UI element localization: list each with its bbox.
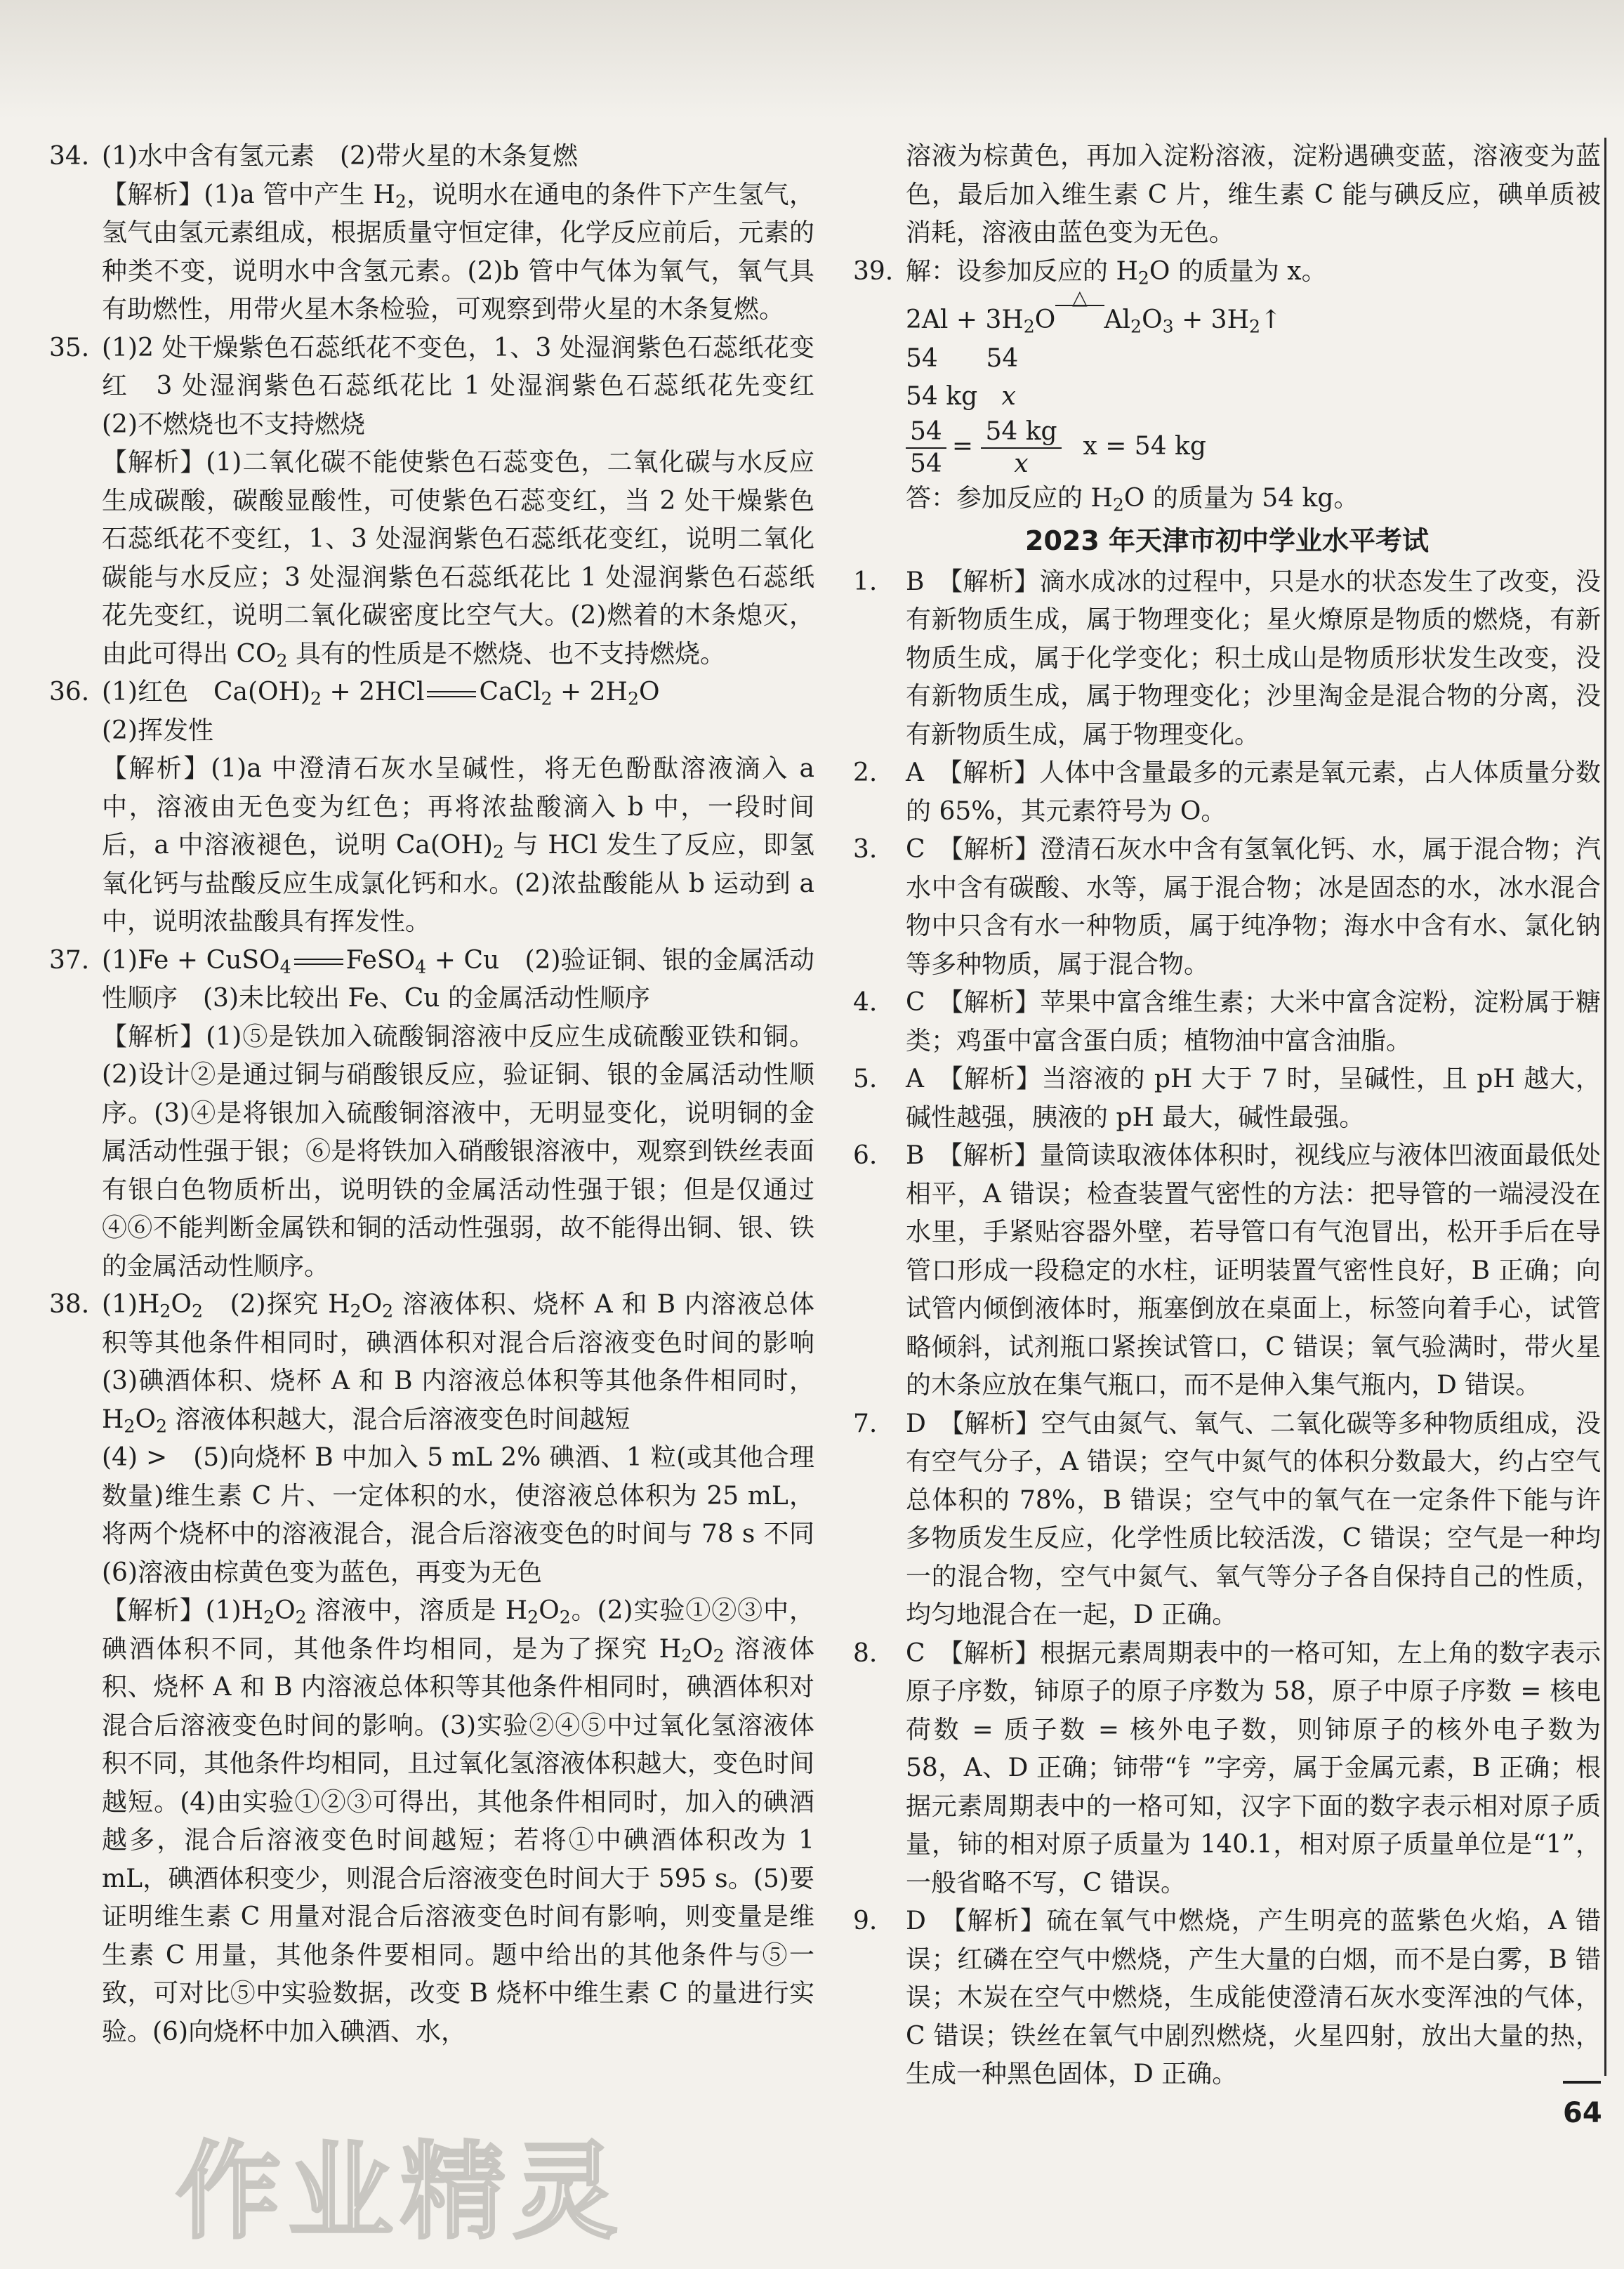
right-column <box>853 138 1601 2094</box>
question-number: 37. <box>49 945 90 975</box>
list-item: 1. B 【解析】滴水成冰的过程中，只是水的状态发生了改变，没有新物质生成，属于物理变化；星火燎原是物质的燃烧，有新物质生成，属于化学变化；积土成山是物质形状发生改变，没有新物质生成，属于物理变化；沙里淘金是混合物的分离，没有新物质生成，属于物理变化。 <box>853 567 1601 749</box>
question-39 <box>853 253 1601 291</box>
list-item: 4. C 【解析】苹果中富含维生素；大米中富含淀粉，淀粉属于糖类；鸡蛋中富含蛋白质；植物油中富含油脂。 <box>853 988 1601 1055</box>
list-item: 5. A 【解析】当溶液的 pH 大于 7 时，呈碱性，且 pH 越大，碱性越强，胰液的 pH 最大，碱性最强。 <box>853 1065 1601 1132</box>
fraction-right: $\frac{54 kg}{x}$ <box>981 416 1061 480</box>
answer-text-2: (4) > (5)向烧杯 B 中加入 5 mL 2% 碘酒、1 粒(或其他合理数量)维生素 C 片、一定体积的水，使溶液总体积为 25 mL，将两个烧杯中的溶液混合，混合后溶液变色的时间与 78 s 不同 (6)溶液由棕黄色变为蓝色，再变为无色 <box>102 1443 840 1587</box>
analysis-text: 【解析】(1)⑤是铁加入硫酸铜溶液中反应生成硫酸亚铁和铜。(2)设计②是通过铜与硝酸银反应，验证铜、银的金属活动性顺序。(3)④是将银加入硫酸铜溶液中，无明显变化，说明铜的金属活动性强于银；⑥是将铁加入硝酸银溶液中，观察到铁丝表面有银白色物质析出，说明铁的金属活动性强于银；但是仅通过④⑥不能判断金属铁和铜的活动性强弱，故不能得出铜、银、铁的金属活动性顺序。 <box>102 1022 814 1281</box>
answer-text: $(1)H_2O_2$ (2)探究 $H_2O_2$ 溶液体积、烧杯 A 和 B 内溶液总体积等其他条件相同时，碘酒体积对混合后溶液变色时间的影响 (3)碘酒体积、烧杯 A 和 B 内溶液总体积等其他条件相同时，$H_2O_2$ 溶液体积越大，混合后溶液变色时间越短 <box>102 1290 840 1436</box>
answer-text: (2)挥发性 <box>102 716 213 745</box>
answer-list <box>853 563 1601 2094</box>
equals-double-line <box>427 691 476 697</box>
question-35 <box>49 329 840 674</box>
heat-symbol: △ <box>1072 286 1088 309</box>
analysis-text: 【解析】(1)a 中澄清石灰水呈碱性，将无色酚酞溶液滴入 a 中，溶液由无色变为红色；再将浓盐酸滴入 b 中，一段时间后，a 中溶液褪色，说明 $Ca(OH)_2$ 与 HCl 发生了反应，即氢氧化钙与盐酸反应生成氯化钙和水。(2)浓盐酸能从 b 运动到 a 中，说明浓盐酸具有挥发性。 <box>102 754 814 936</box>
question-number: 39. <box>853 256 894 286</box>
answer-equation: (1)红色 $Ca(OH)_2 + 2HCl$ CaCl$_2$ + $2H_2O$ <box>102 678 660 709</box>
question-34 <box>49 138 814 329</box>
list-item: 3. C 【解析】澄清石灰水中含有氢氧化钙、水，属于混合物；汽水中含有碳酸、水等，属于混合物；冰是固态的水，冰水混合物中只含有水一种物质，属于纯净物；海水中含有水、氯化钠等多种物质，属于混合物。 <box>853 835 1601 979</box>
heat-condition-bar <box>1055 286 1104 334</box>
left-column <box>49 138 840 2051</box>
actual-mass-line: 54 kg x <box>906 382 1016 411</box>
fraction-left: $\frac{54}{54}$ <box>906 416 946 480</box>
calculation-block <box>853 286 1601 518</box>
page-dash <box>1563 2081 1601 2084</box>
list-item: 2. A 【解析】人体中含量最多的元素是氧元素，占人体质量分数的 65%，其元素符号为 O。 <box>853 758 1601 826</box>
equals-double-line <box>294 959 343 965</box>
list-item: 9. D 【解析】硫在氧气中燃烧，产生明亮的蓝紫色火焰，A 错误；红磷在空气中燃烧，产生大量的白烟，而不是白雾，B 错误；木炭在空气中燃烧，生成能使澄清石灰水变浑浊的气体，C 错误；铁丝在氧气中剧烈燃烧，火星四射，放出大量的热，生成一种黑色固体，D 正确。 <box>853 1907 1601 2089</box>
proportion-line: $\frac{54}{54}$ = $\frac{54 kg}{x}$ x = 54 kg <box>906 416 1601 480</box>
question-37 <box>49 942 814 1287</box>
relative-mass-line: 54 54 <box>906 343 1019 373</box>
analysis-text: 【解析】(1)二氧化碳不能使紫色石蕊变色，二氧化碳与水反应生成碳酸，碳酸显酸性，可使紫色石蕊变红，当 2 处干燥紫色石蕊纸花不变红，1、3 处湿润紫色石蕊纸花变红，说明二氧化碳能与水反应；3 处湿润紫色石蕊纸花比 1 处湿润紫色石蕊纸花先变红，说明二氧化碳密度比空气大。(2)燃着的木条熄灭，由此可得出 $CO_2$ 具有的性质是不燃烧、也不支持燃烧。 <box>102 448 814 671</box>
watermark-logo: 作业精灵 <box>176 2131 626 2254</box>
answer-text: (1)水中含有氢元素 (2)带火星的木条复燃 <box>102 142 578 171</box>
continued-text: 溶液为棕黄色，再加入淀粉溶液，淀粉遇碘变蓝，溶液变为蓝色，最后加入维生素 C 片，维生素 C 能与碘反应，碘单质被消耗，溶液由蓝色变为无色。 <box>906 142 1601 247</box>
question-number: 38. <box>49 1290 90 1319</box>
question-number: 34. <box>49 142 90 171</box>
margin-rule <box>1604 138 1606 2076</box>
question-38 <box>49 1286 840 2051</box>
question-36 <box>49 673 814 942</box>
analysis-text: 【解析】$(1)H_2O_2$ 溶液中，溶质是 $H_2O_2$。(2)实验①②③中，碘酒体积不同，其他条件均相同，是为了探究 $H_2O_2$ 溶液体积、烧杯 A 和 B 内溶液总体积等其他条件相同时，碘酒体积对混合后溶液变色时间的影响。(3)实验②④⑤中过氧化氢溶液体积不同，其他条件均相同，且过氧化氢溶液体积越大，变色时间越短。(4)由实验①②③可得出，其他条件相同时，加入的碘酒越多，混合后溶液变色时间越短；若将①中碘酒体积改为 1 mL，碘酒体积变少，则混合后溶液变色时间大于 595 s。(5)要证明维生素 C 用量对混合后溶液变色时间有影响，则变量是维生素 C 用量，其他条件要相同。题中给出的其他条件与⑤一致，可对比⑤中实验数据，改变 B 烧杯中维生素 C 的量进行实验。(6)向烧杯中加入碘酒、水， <box>102 1596 814 2046</box>
analysis-text: 【解析】(1)a 管中产生 $H_2$，说明水在通电的条件下产生氢气，氢气由氢元素组成，根据质量守恒定律，化学反应前后，元素的种类不变，说明水中含氢元素。(2)b 管中气体为氧气，氧气具有助燃性，用带火星木条检验，可观察到带火星的木条复燃。 <box>102 180 814 324</box>
final-answer: 答：参加反应的 $H_2O$ 的质量为 54 kg。 <box>906 483 1359 515</box>
page-number: 64 <box>1563 2065 1624 2129</box>
solution-setup: 解：设参加反应的 $H_2O$ 的质量为 x。 <box>906 256 1327 288</box>
answer-text: (1)2 处干燥紫色石蕊纸花不变色，1、3 处湿润紫色石蕊纸花变红 3 处湿润紫色石蕊纸花比 1 处湿润紫色石蕊纸花先变红 (2)不燃烧也不支持燃烧 <box>102 333 840 439</box>
chemical-equation: $2Al + 3H_2O$ △ $Al_2O_3$ + $3H_2↑$ <box>906 291 1601 340</box>
section-title: 2023 年天津市初中学业水平考试 <box>1025 525 1429 556</box>
page-top-shadow <box>0 0 1624 119</box>
list-item: 6. B 【解析】量筒读取液体体积时，视线应与液体凹液面最低处相平，A 错误；检查装置气密性的方法：把导管的一端浸没在水里，手紧贴容器外壁，若导管口有气泡冒出，松开手后在导管口形成一段稳定的水柱，证明装置气密性良好，B 正确；向试管内倾倒液体时，瓶塞倒放在桌面上，标签向着手心，试管略倾斜，试剂瓶口紧挨试管口，C 错误；氧气验满时，带火星的木条应放在集气瓶口，而不是伸入集气瓶内，D 错误。 <box>853 1141 1601 1400</box>
question-number: 35. <box>49 333 90 362</box>
result: x = 54 kg <box>1083 431 1206 461</box>
question-number: 36. <box>49 678 90 706</box>
list-item: 7. D 【解析】空气由氮气、氧气、二氧化碳等多种物质组成，没有空气分子，A 错误；空气中氮气的体积分数最大，约占空气总体积的 78%，B 错误；空气中的氧气在一定条件下能与许多物质发生反应，化学性质比较活泼，C 错误；空气是一种均一的混合物，空气中氮气、氧气等分子各自保持自己的性质，均匀地混合在一起，D 正确。 <box>853 1409 1601 1629</box>
question-38-continued <box>853 138 1601 253</box>
answer-text: (1)Fe + CuSO$_4$ FeSO$_4$ + Cu (2)验证铜、银的金属活动性顺序 (3)未比较出 Fe、Cu 的金属活动性顺序 <box>102 945 815 1013</box>
list-item: 8. C 【解析】根据元素周期表中的一格可知，左上角的数字表示原子序数，铈原子的原子序数为 58，原子中原子序数 = 核电荷数 = 质子数 = 核外电子数，则铈原子的核外电子数为 58，A、D 正确；铈带“钅”字旁，属于金属元素，B 正确；根据元素周期表中的一格可知，汉字下面的数字表示相对原子质量，铈的相对原子质量为 140.1，相对原子质量单位是“1”，一般省略不写，C 错误。 <box>853 1638 1601 1898</box>
